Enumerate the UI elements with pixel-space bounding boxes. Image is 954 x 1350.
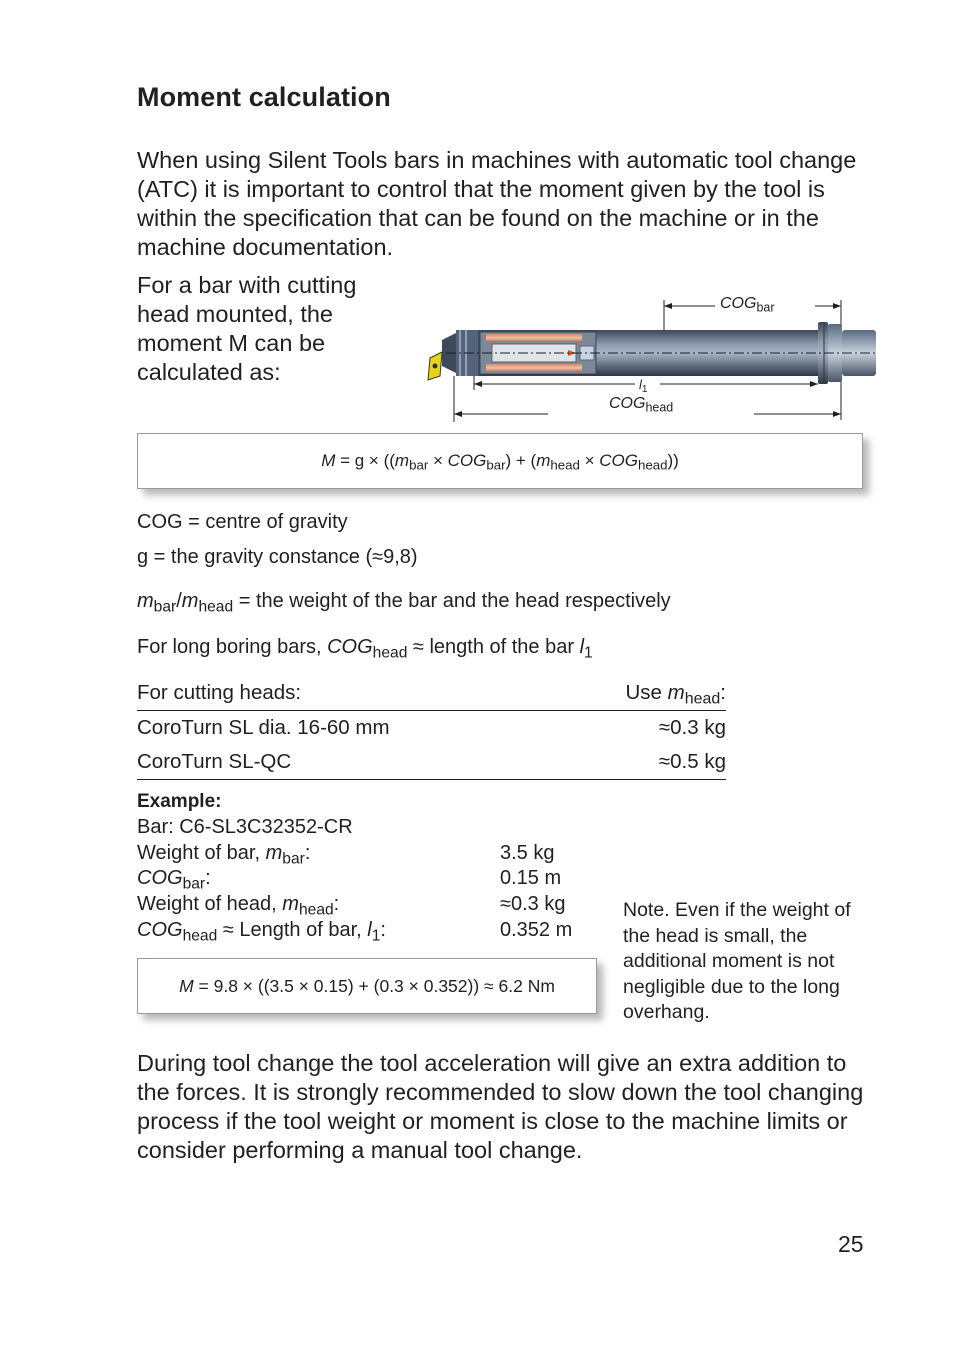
moment-formula: $M = g \times ((m_{bar} \times COG_{bar}) + (m_{head} \times COG_{head}))$ bbox=[321, 451, 679, 473]
example-weight-head-value: ≈0.3 kg bbox=[500, 893, 566, 915]
example-cog-bar-value: 0.15 m bbox=[500, 867, 562, 889]
cog-definition: COG = centre of gravity bbox=[137, 511, 348, 533]
mass-definition: $m_{bar}/m_{head}$ = the weight of the bar and the head respectively bbox=[137, 590, 671, 616]
example-bar: Bar: C6-SL3C32352-CR bbox=[137, 816, 353, 838]
table-cell-name: CoroTurn SL-QC bbox=[137, 745, 558, 780]
moment-formula-box bbox=[137, 433, 863, 489]
page-title: Moment calculation bbox=[137, 82, 391, 112]
lead-paragraph: For a bar with cutting head mounted, the moment M can be calculated as: bbox=[137, 272, 357, 385]
table-row bbox=[137, 711, 726, 746]
table-header-left: For cutting heads: bbox=[137, 676, 558, 711]
example-result-formula: M = 9.8 × ((3.5 × 0.15) + (0.3 × 0.352)) ≈ 6.2 Nm bbox=[179, 975, 555, 996]
cutting-heads-table bbox=[137, 676, 726, 780]
overhang-note: Note. Even if the weight of the head is small, the additional moment is not negligible due to the long overhang. bbox=[623, 899, 851, 1023]
table-row bbox=[137, 745, 726, 780]
boring-bar-diagram bbox=[420, 290, 880, 430]
intro-paragraph: When using Silent Tools bars in machines with automatic tool change (ATC) it is important to control that the moment given by the tool is within the specification that can be found on the machine or in the machine documentation. bbox=[137, 147, 857, 260]
tool-change-paragraph: During tool change the tool acceleration will give an extra addition to the forces. It is strongly recommended to slow down the tool changing process if the tool weight or moment is close to the machine limits or consider performing a manual tool change. bbox=[137, 1050, 864, 1163]
l1-label: $l_1$ bbox=[639, 377, 648, 395]
table-header-row bbox=[137, 676, 726, 711]
example-weight-bar-value: 3.5 kg bbox=[500, 842, 555, 864]
table-cell-value: ≈0.3 kg bbox=[658, 716, 726, 739]
example-weight-head-label: Weight of head, $m_{head}$: bbox=[137, 893, 340, 919]
example-result-box bbox=[137, 958, 597, 1014]
table-header-right: Use $m_{head}$: bbox=[558, 676, 726, 711]
long-bars-definition: For long boring bars, $COG_{head}$ ≈ length of the bar $l_1$ bbox=[137, 636, 593, 662]
example-heading: Example: bbox=[137, 791, 222, 812]
example-cog-head-label: $COG_{head}$ ≈ Length of bar, $l_1$: bbox=[137, 919, 386, 945]
example-weight-bar-label: Weight of bar, $m_{bar}$: bbox=[137, 842, 311, 868]
table-cell-name: CoroTurn SL dia. 16-60 mm bbox=[137, 716, 390, 739]
example-cog-bar-label: $COG_{bar}$: bbox=[137, 867, 211, 893]
cog-bar-label: $COG_{bar}$ bbox=[720, 295, 775, 315]
gravity-definition: g = the gravity constance (≈9,8) bbox=[137, 546, 418, 568]
page-number: 25 bbox=[838, 1231, 864, 1257]
example-cog-head-value: 0.352 m bbox=[500, 919, 573, 941]
cog-head-label: $COG_{head}$ bbox=[609, 395, 674, 415]
table-cell-value: ≈0.5 kg bbox=[558, 745, 726, 780]
